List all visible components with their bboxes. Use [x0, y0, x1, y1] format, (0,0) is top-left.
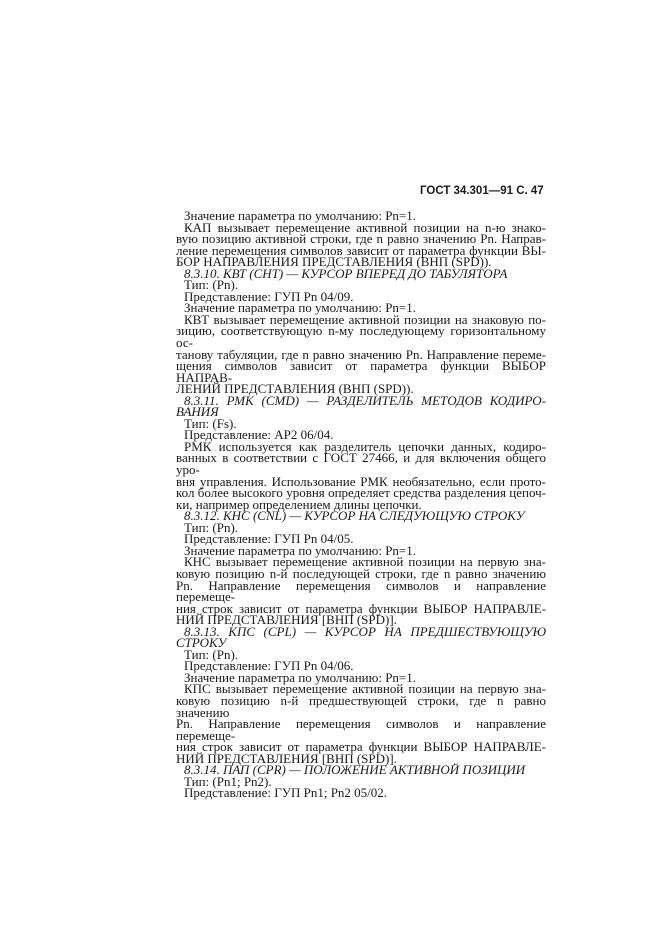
text-line: кол более высокого уровня определяет средства разделения цепоч- — [176, 485, 546, 501]
text-line: танову табуляции, где n равно значению Pn. Направление переме- — [176, 346, 546, 362]
section-heading-line: 8.3.11. РМК (CMD) — РАЗДЕЛИТЕЛЬ МЕТОДОВ КОДИРО- — [184, 392, 546, 408]
text-line: вую позицию активной строки, где n равно значению Pn. Направ- — [176, 231, 546, 247]
text-line: вня управления. Использование РМК необязательно, если прото- — [176, 473, 546, 489]
section-heading-line: СТРОКУ — [176, 635, 227, 651]
text-line: ЛЕНИЙ ПРЕДСТАВЛЕНИЯ (ВНП (SPD)). — [176, 381, 414, 397]
text-line: ния строк зависит от параметра функции ВЫБОР НАПРАВЛЕ- — [176, 739, 546, 755]
text-line: ванных в соответствии с ГОСТ 27466, и для включения общего уро- — [176, 450, 546, 478]
text-line: Представление: ГУП Pn1; Pn2 05/02. — [184, 785, 388, 801]
running-header: ГОСТ 34.301—91 С. 47 — [420, 185, 544, 197]
text-line: Значение параметра по умолчанию: Pn=1. — [184, 300, 417, 316]
text-line: НИЙ ПРЕДСТАВЛЕНИЯ [ВНП (SPD)]. — [176, 750, 397, 766]
text-line: Тип: (Pn1; Pn2). — [184, 773, 272, 789]
text-line: Значение параметра по умолчанию: Pn=1. — [184, 669, 417, 685]
text-line: Значение параметра по умолчанию: Pn=1. — [184, 542, 417, 558]
text-line: КВТ вызывает перемещение активной позиции на знаковую по- — [184, 311, 546, 327]
text-line: Тип: (Fs). — [184, 415, 237, 431]
text-line: Тип: (Pn). — [184, 646, 239, 662]
text-line: Представление: ГУП Pn 04/09. — [184, 288, 354, 304]
text-line: Тип: (Pn). — [184, 277, 239, 293]
text-line: КАП вызывает перемещение активной позиции на n-ю знако- — [184, 219, 546, 235]
text-line: Представление: ГУП Pn 04/05. — [184, 531, 354, 547]
text-line: Pn. Направление перемещения символов и направление перемеще- — [176, 577, 546, 605]
text-line: Pn. Направление перемещения символов и направление перемеще- — [176, 716, 546, 743]
section-heading-line: 8.3.14. ПАП (CPR) — ПОЛОЖЕНИЕ АКТИВНОЙ ПОЗИЦИИ — [184, 762, 526, 778]
text-line: зицию, соответствующую n-му последующему горизонтальному ос- — [176, 323, 546, 351]
text-line: КПС вызывает перемещение активной позиции на первую зна- — [184, 681, 546, 697]
text-line: РМК используется как разделитель цепочки данных, кодиро- — [184, 438, 546, 454]
body-text — [176, 210, 546, 799]
section-heading-line: ВАНИЯ — [176, 404, 219, 420]
text-line: ковую позицию n-й предшествующей строки, где n равно значению — [176, 692, 546, 720]
text-line: НИЙ ПРЕДСТАВЛЕНИЯ [ВНП (SPD)]. — [176, 612, 397, 628]
text-line: ния строк зависит от параметра функции ВЫБОР НАПРАВЛЕ- — [176, 600, 546, 616]
text-line: Тип: (Pn). — [184, 519, 239, 535]
text-line: щения символов зависит от параметра функции ВЫБОР НАПРАВ- — [176, 358, 546, 385]
text-line: Представление: АР2 06/04. — [184, 427, 334, 443]
section-heading-line: 8.3.12. КНС (CNL) — КУРСОР НА СЛЕДУЮЩУЮ СТРОКУ — [184, 508, 525, 524]
text-line: ки, например определением длины цепочки. — [176, 496, 422, 512]
text-line: ление перемещения символов зависит от параметра функции ВЫ- — [176, 242, 546, 258]
section-heading-line: 8.3.10. КВТ (CHT) — КУРСОР ВПЕРЕД ДО ТАБУЛЯТОРА — [184, 265, 508, 281]
text-line: ковую позицию n-й последующей строки, где n равно значению — [176, 565, 546, 581]
text-line: Значение параметра по умолчанию: Pn=1. — [184, 208, 417, 223]
text-line: БОР НАПРАВЛЕНИЯ ПРЕДСТАВЛЕНИЯ (ВНП (SPD)). — [176, 254, 492, 270]
text-line: Представление: ГУП Pn 04/06. — [184, 658, 354, 674]
text-line: КНС вызывает перемещение активной позиции на первую зна- — [184, 554, 546, 570]
section-heading-line: 8.3.13. КПС (CPL) — КУРСОР НА ПРЕДШЕСТВУЮЩУЮ — [184, 623, 546, 639]
